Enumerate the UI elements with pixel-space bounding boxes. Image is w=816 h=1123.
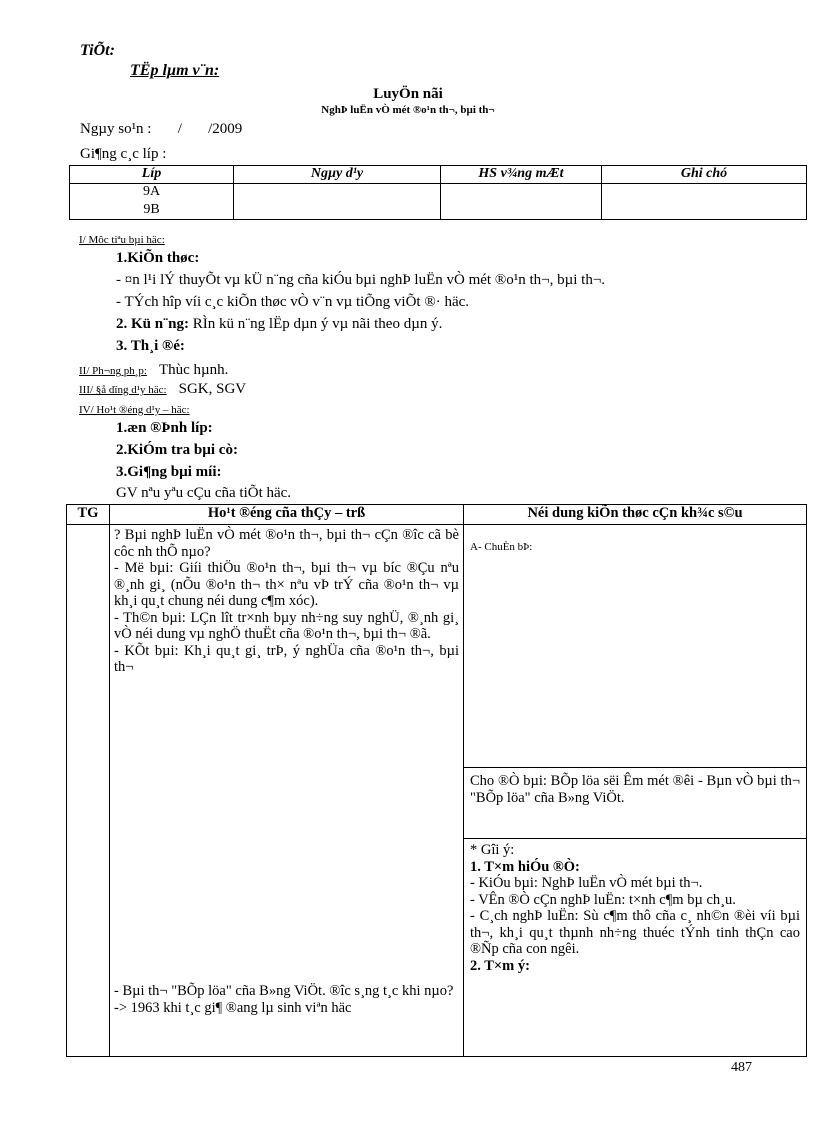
- activity-3: 3.Gi¶ng bµi míi:: [116, 464, 222, 480]
- teacher-note: GV nªu yªu cÇu cña tiÕt häc.: [116, 485, 292, 501]
- col-ngay-day: Ngµy d¹y: [234, 166, 441, 184]
- method-line: [79, 362, 228, 379]
- knowledge-heading: 1.KiÕn thøc:: [116, 250, 200, 266]
- body-guide: - Th©n bµi: LÇn lît tr×nh bµy nh÷ng suy nghÜ, ®¸nh gi¸ vÒ néi dung vµ nghÖ thuËt cña ®o¹n th¬, bµi th¬ ®ã.: [114, 609, 459, 642]
- col-hs-vang: HS v¾ng mÆt: [441, 166, 602, 184]
- activity-1: 1.æn ®Þnh líp:: [116, 420, 213, 436]
- method-line-detail: - C¸ch nghÞ luËn: Sù c¶m thô cña c¸ nh©n ®èi víi bµi th¬, kh¸i qu¸t thµnh nh÷ng thuéc tÝnh tinh thÇn cao ®Ñp cña con ngêi.: [470, 908, 800, 957]
- poem-question: - Bµi th¬ "BÕp löa" cña B»ng ViÖt. ®îc s¸ng t¸c khi nµo?: [114, 983, 454, 999]
- intro-guide: - Më bµi: Giíi thiÖu ®o¹n th¬, bµi th¬ vµ bíc ®Çu nªu ®¸nh gi¸ (nÕu ®o¹n th¬ th× nªu vÞ trÝ cña ®o¹n th¬ vµ kh¸i qu¸t chung néi dung c¶m xóc).: [114, 560, 459, 609]
- left-bottom-block: [114, 983, 459, 1016]
- means-label: III/ §å dïng d¹y häc:: [79, 384, 167, 396]
- topic-text: Cho ®Ò bµi: BÕp löa sëi Êm mét ®êi - Bµn vÒ bµi th¬ "BÕp löa" cña B»ng ViÖt.: [470, 773, 800, 806]
- content-cell: [464, 525, 807, 1057]
- table-cell: [602, 184, 807, 220]
- knowledge-line-1: - ¤n l¹i lÝ thuyÕt vµ kÜ n¨ng cña kiÓu bµi nghÞ luËn vÒ mét ®o¹n th¬, bµi th¬.: [116, 272, 606, 288]
- date-prepared: Ngµy so¹n : / /2009: [80, 121, 243, 137]
- col-lop: Líp: [70, 166, 234, 184]
- page-number: 487: [731, 1060, 752, 1075]
- table-cell: 9A: [70, 184, 234, 202]
- step-2-heading: 2. T×m ý:: [470, 957, 530, 974]
- method-label: II/ Ph¬ng ph¸p:: [79, 365, 147, 377]
- issue-line: - VÊn ®Ò cÇn nghÞ luËn: t×nh c¶m bµ ch¸u.: [470, 891, 736, 908]
- method-text: Thùc hµnh.: [158, 362, 229, 378]
- poem-answer: -> 1963 khi t¸c gi¶ ®ang lµ sinh viªn häc: [114, 999, 352, 1016]
- skill-label: 2. Kü n¨ng:: [116, 316, 189, 332]
- step-1-heading: 1. T×m hiÓu ®Ò:: [470, 858, 580, 875]
- page-title: LuyÖn nãi: [373, 86, 443, 102]
- table-cell: [234, 184, 441, 220]
- attitude-heading: 3. Th¸i ®é:: [116, 338, 185, 354]
- col-content: Néi dung kiÕn thøc cÇn kh¾c s©u: [464, 505, 807, 525]
- conclusion-guide: - KÕt bµi: Kh¸i qu¸t gi¸ trÞ, ý nghÜa cña ®o¹n th¬, bµi th¬: [114, 642, 459, 675]
- prep-heading: A- ChuÈn bÞ:: [470, 541, 533, 553]
- skill-line: [116, 316, 442, 333]
- col-ghi-chu: Ghi chó: [602, 166, 807, 184]
- type-line: - KiÓu bµi: NghÞ luËn vÒ mét bµi th¬.: [470, 875, 703, 891]
- row-divider: [464, 767, 806, 768]
- activity-table: [66, 504, 807, 1057]
- hint-block: [470, 842, 800, 974]
- table-cell: 9B: [70, 202, 234, 220]
- knowledge-line-2: - TÝch hîp víi c¸c kiÕn thøc vÒ v¨n vµ tiÕng viÕt ®· häc.: [116, 294, 470, 310]
- means-line: [79, 381, 246, 398]
- classes-label: Gi¶ng c¸c líp :: [80, 146, 167, 162]
- activity-2: 2.KiÓm tra bµi cò:: [116, 442, 238, 458]
- lesson-type: TËp lµm v¨n:: [130, 62, 220, 79]
- skill-text: RÌn kü n¨ng lËp dµn ý vµ nãi theo dµn ý.: [188, 316, 443, 332]
- teacher-student-cell: [110, 525, 464, 1057]
- tg-cell: [67, 525, 110, 1057]
- activities-heading: IV/ Ho¹t ®éng d¹y – häc:: [79, 404, 190, 416]
- question-structure: ? Bµi nghÞ luËn vÒ mét ®o¹n th¬, bµi th¬ cÇn ®îc cã bè côc nh thÕ nµo?: [114, 527, 459, 560]
- class-table: [69, 165, 807, 220]
- hint-label: * Gîi ý:: [470, 842, 515, 858]
- objectives-heading: I/ Môc tiªu bµi häc:: [79, 234, 165, 246]
- col-teacher-student: Ho¹t ®éng cña thÇy – trß: [110, 505, 464, 525]
- means-text: SGK, SGV: [178, 381, 247, 397]
- table-cell: [441, 184, 602, 220]
- row-divider: [464, 838, 806, 839]
- page-subtitle: NghÞ luËn vÒ mét ®o¹n th¬, bµi th¬: [321, 104, 495, 116]
- tiet-label: TiÕt:: [80, 42, 115, 59]
- col-tg: TG: [67, 505, 110, 525]
